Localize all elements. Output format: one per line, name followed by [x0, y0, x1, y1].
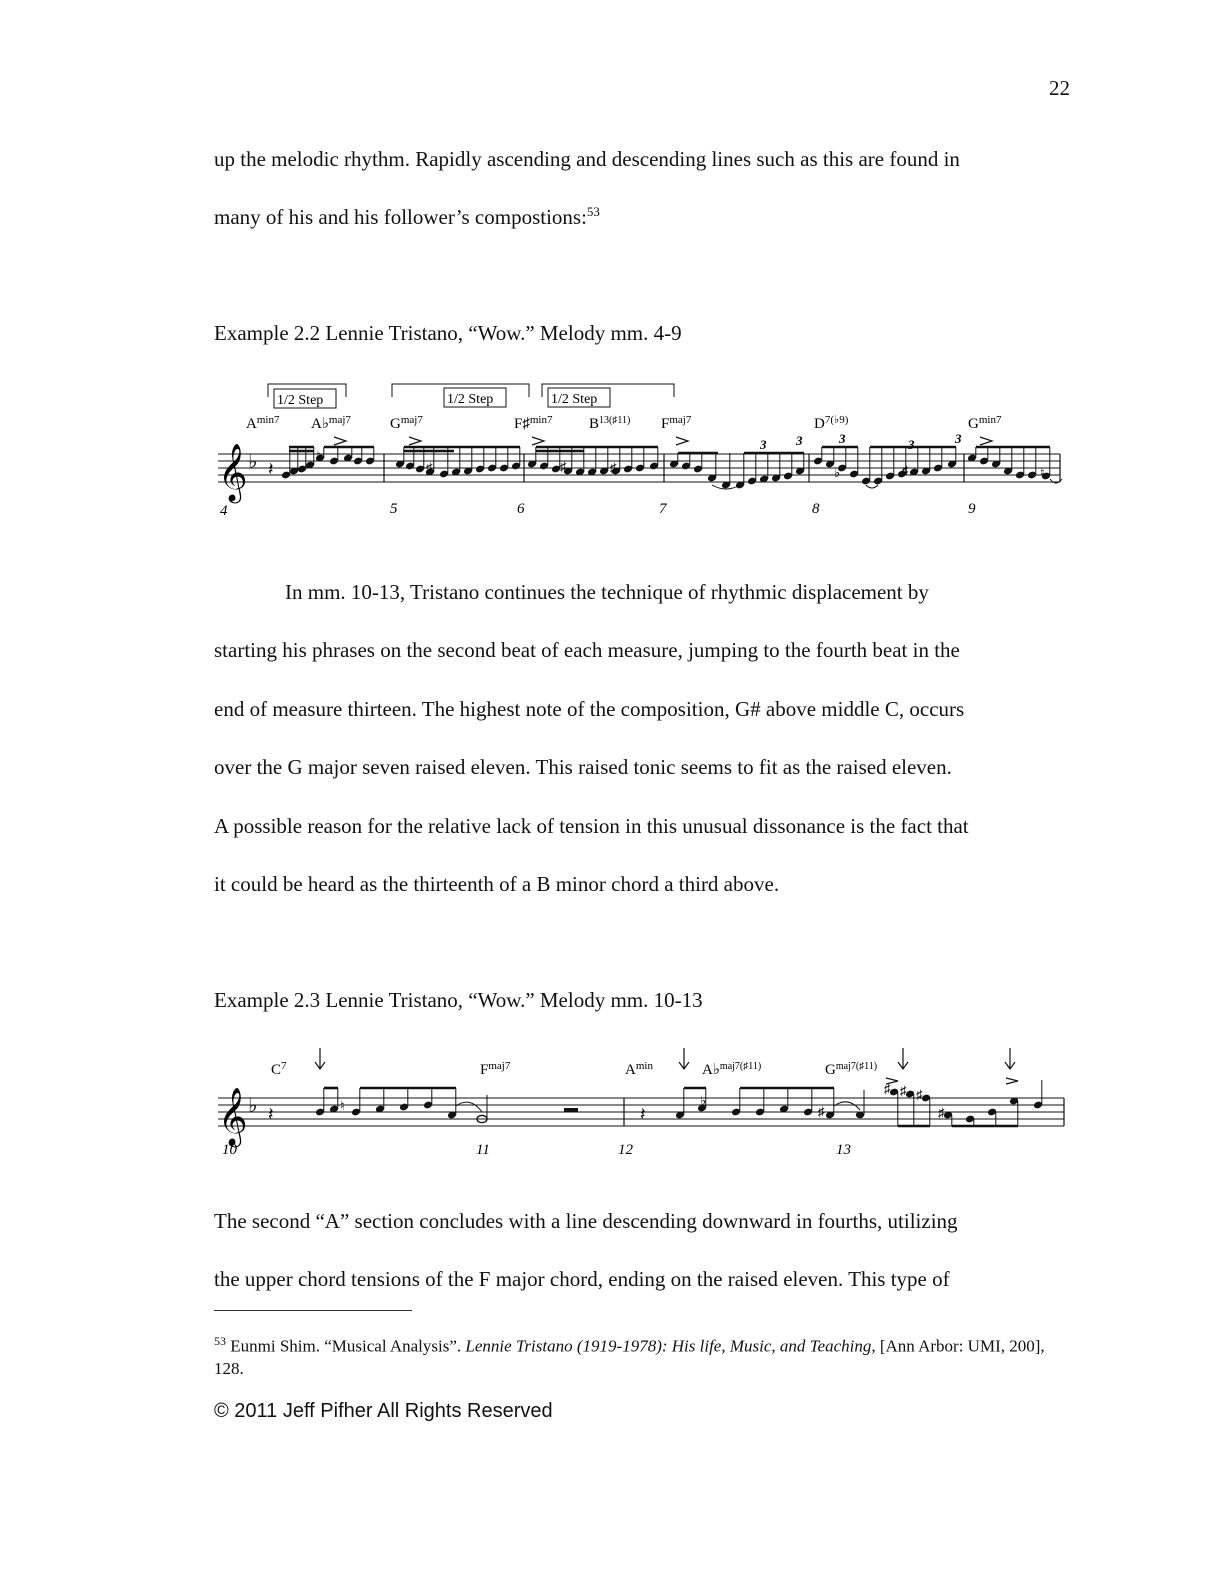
treble-clef-icon: 𝄞 [218, 444, 248, 500]
chord-root: A [246, 416, 257, 432]
chord-ext: maj7(♯11) [719, 1061, 762, 1072]
accidental-icon: ♯ [426, 460, 433, 475]
example-caption: Example 2.2 Lennie Tristano, “Wow.” Melody mm. 4-9 [214, 321, 682, 345]
measure-number: 9 [968, 501, 976, 517]
chord-ext: 13(♯11) [599, 415, 631, 426]
footnote-title: Lennie Tristano (1919-1978): His life, Music, and Teaching [465, 1336, 872, 1356]
chord-symbol [814, 414, 849, 432]
chord-ext: maj7(♯11) [835, 1061, 878, 1072]
paragraph-line: over the G major seven raised eleven. This raised tonic seems to fit as the raised eleven. [214, 755, 952, 779]
rest-icon: 𝄽 [640, 1104, 646, 1124]
chord-symbol [271, 1060, 287, 1078]
chord-root: F [480, 1062, 489, 1078]
chord-root: B [589, 416, 600, 432]
half-step-label: 1/2 Step [447, 392, 494, 407]
measure-number: 6 [517, 501, 525, 517]
measure-number: 8 [812, 501, 820, 517]
chord-symbol [390, 414, 423, 432]
copyright-notice: © 2011 Jeff Pifher All Rights Reserved [214, 1400, 553, 1422]
chord-symbol [702, 1061, 761, 1078]
chord-symbol [625, 1060, 653, 1078]
chord-symbol [825, 1061, 877, 1078]
accidental-icon: ♯ [818, 1104, 825, 1119]
accidental-icon: ♯ [610, 460, 617, 475]
footnote [214, 1330, 1074, 1380]
triplet-mark: 3 [760, 437, 767, 452]
paragraph-line: A possible reason for the relative lack of tension in this unusual dissonance is the fact that [214, 814, 969, 838]
treble-clef-icon: 𝄞 [218, 1088, 248, 1144]
measure-number: 7 [659, 501, 667, 517]
tie [834, 1102, 860, 1110]
accidental-icon: ♯ [902, 463, 909, 478]
chord-ext: min7 [529, 414, 553, 426]
measure-number: 4 [220, 503, 228, 519]
chord-root: A [625, 1062, 636, 1078]
footnote-number: 53 [214, 1334, 226, 1348]
chord-root: G [825, 1062, 836, 1078]
chord-root: G [968, 416, 979, 432]
chord-ext: min [635, 1060, 653, 1072]
accidental-icon: ♮ [316, 448, 321, 463]
music-example-2-3 [214, 1040, 1074, 1165]
page-number: 22 [1049, 76, 1070, 100]
rest-icon: 𝄽 [268, 1104, 274, 1124]
triplet-mark: 3 [908, 437, 915, 452]
chord-ext: 7(♭9) [824, 414, 849, 426]
chord-root: F♯ [514, 416, 530, 432]
chord-ext: maj7 [488, 1060, 511, 1072]
tie [456, 1102, 482, 1112]
chord-root: G [390, 416, 401, 432]
chord-symbol [480, 1060, 511, 1078]
note-head [856, 1112, 864, 1118]
chord-symbols [246, 414, 1002, 432]
measure-number: 13 [836, 1142, 851, 1158]
measure-number: 10 [222, 1142, 237, 1158]
paragraph-text: many of his and his follower’s compostions: [214, 205, 587, 229]
paragraph-line: In mm. 10-13, Tristano continues the technique of rhythmic displacement by [285, 580, 929, 604]
rest-icon: 𝄽 [268, 459, 274, 479]
flat-key-signature-icon: ♭ [248, 1095, 258, 1117]
chord-symbols [271, 1060, 877, 1078]
chord-ext: maj7 [669, 414, 692, 426]
measure-number: 5 [390, 501, 398, 517]
accidental-icon: ♮ [340, 1098, 345, 1113]
half-rest-icon [564, 1108, 578, 1112]
chord-ext: min7 [256, 414, 280, 426]
tie [866, 485, 878, 488]
flat-key-signature-icon: ♭ [248, 451, 258, 473]
chord-ext: maj7 [328, 414, 351, 426]
chord-root: A♭ [702, 1062, 720, 1078]
paragraph-line: up the melodic rhythm. Rapidly ascending and descending lines such as this are found in [214, 147, 960, 171]
music-example-2-2 [214, 375, 1074, 525]
footnote-author: Eunmi Shim. “Musical Analysis”. [230, 1336, 466, 1356]
triplet-mark: 3 [796, 433, 803, 448]
measure-number: 12 [618, 1142, 633, 1158]
footnote-divider [214, 1310, 412, 1311]
footnote-rest: , [Ann Arbor: UMI, 200], 128. [214, 1336, 1045, 1378]
paragraph-line: The second “A” section concludes with a line descending downward in fourths, utilizing [214, 1209, 958, 1233]
chord-ext: 7 [281, 1060, 287, 1072]
paragraph-line: it could be heard as the thirteenth of a B minor chord a third above. [214, 872, 780, 896]
triplet-mark: 3 [955, 431, 962, 446]
accidental-icon: ♯ [884, 1081, 891, 1096]
chord-root: C [271, 1062, 282, 1078]
half-step-label: 1/2 Step [277, 393, 324, 408]
half-step-label: 1/2 Step [551, 392, 598, 407]
triplet-mark: 3 [839, 431, 846, 446]
chord-symbol [589, 415, 630, 432]
paragraph-line: the upper chord tensions of the F major chord, ending on the raised eleven. This type of [214, 1267, 950, 1291]
accidental-icon: ♯ [916, 1087, 923, 1102]
accidental-icon: ♯ [900, 1083, 907, 1098]
chord-root: F [661, 416, 670, 432]
accidental-icon: ♭ [700, 1093, 707, 1108]
chord-ext: min7 [978, 414, 1002, 426]
chord-symbol [246, 414, 280, 432]
accidental-icon: ♯ [938, 1105, 945, 1120]
accidental-icon: ♭ [834, 465, 841, 480]
footnote-ref[interactable]: 53 [586, 204, 600, 219]
accent-marks [334, 437, 992, 445]
paragraph-line: end of measure thirteen. The highest note of the composition, G# above middle C, occurs [214, 697, 965, 721]
chord-root: A♭ [311, 416, 329, 432]
measure-numbers [220, 501, 976, 519]
measure-number: 11 [476, 1142, 490, 1158]
paragraph-line [214, 205, 1074, 229]
accidental-icon: ♯ [560, 459, 567, 474]
example-caption: Example 2.3 Lennie Tristano, “Wow.” Melody mm. 10-13 [214, 988, 703, 1012]
measure-numbers [222, 1142, 851, 1158]
chord-symbol [661, 414, 692, 432]
down-arrow-icons [315, 1048, 1015, 1069]
paragraph-line: starting his phrases on the second beat of each measure, jumping to the fourth beat in the [214, 638, 960, 662]
chord-root: D [814, 416, 825, 432]
triplet-marks [759, 431, 962, 452]
chord-ext: maj7 [400, 414, 423, 426]
chord-symbol [514, 414, 553, 432]
chord-symbol [311, 414, 351, 432]
accidental-icon: ♮ [1040, 465, 1045, 480]
chord-symbol [968, 414, 1002, 432]
